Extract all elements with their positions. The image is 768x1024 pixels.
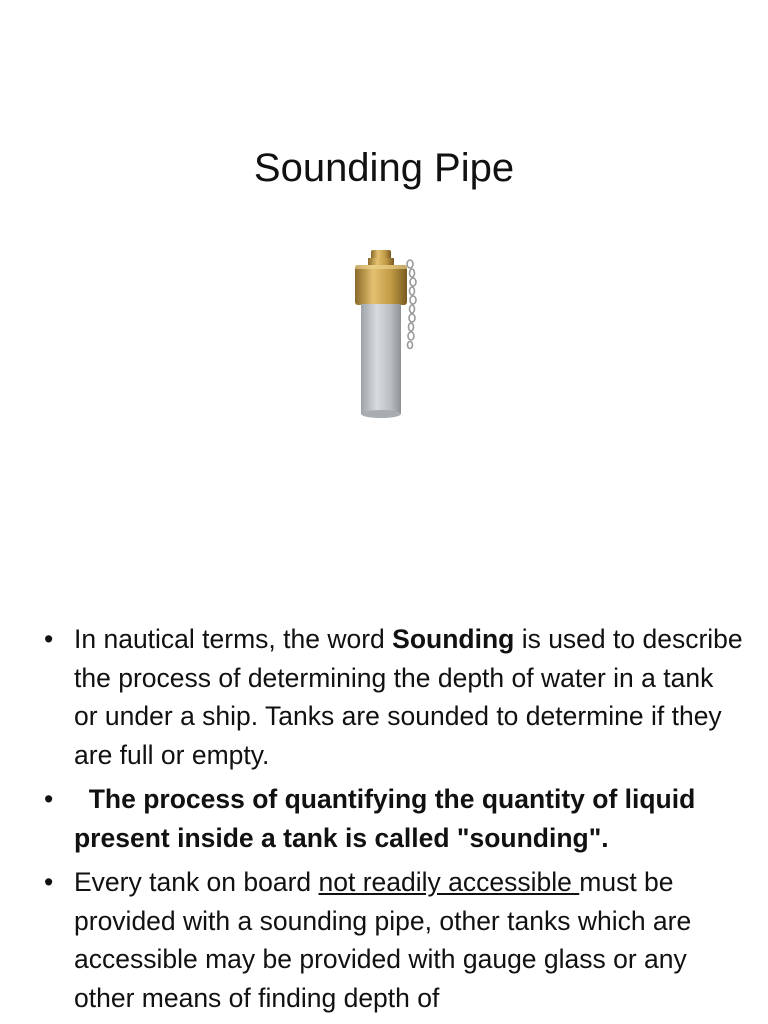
bullet-bold-term: Sounding	[392, 624, 515, 654]
bullet-item	[44, 863, 744, 1017]
sounding-pipe-image	[348, 248, 428, 420]
slide-title: Sounding Pipe	[253, 146, 515, 190]
bullet-text: is used to describe the process of determining the depth of water in a tank or under a ship. Tanks are sounded to determine if they are full or empty.	[74, 624, 743, 770]
bullet-text: must be provided with a sounding pipe, other tanks which are accessible may be provided with gauge glass or any other means of finding depth of	[74, 867, 692, 1013]
bullet-list	[44, 620, 744, 1023]
bullet-marker: •	[44, 784, 54, 814]
bullet-marker: •	[44, 867, 54, 897]
bullet-text: Every tank on board	[74, 867, 319, 897]
bullet-underlined-text: not readily accessible	[318, 867, 580, 897]
sounding-pipe-cap-icon	[348, 248, 428, 420]
bullet-marker: •	[44, 624, 54, 654]
bullet-text: In nautical terms, the word	[74, 624, 393, 654]
bullet-item	[44, 780, 744, 857]
bullet-item	[44, 620, 744, 774]
bullet-bold-text: The process of quantifying the quantity of liquid present inside a tank is called "sounding".	[74, 784, 703, 853]
